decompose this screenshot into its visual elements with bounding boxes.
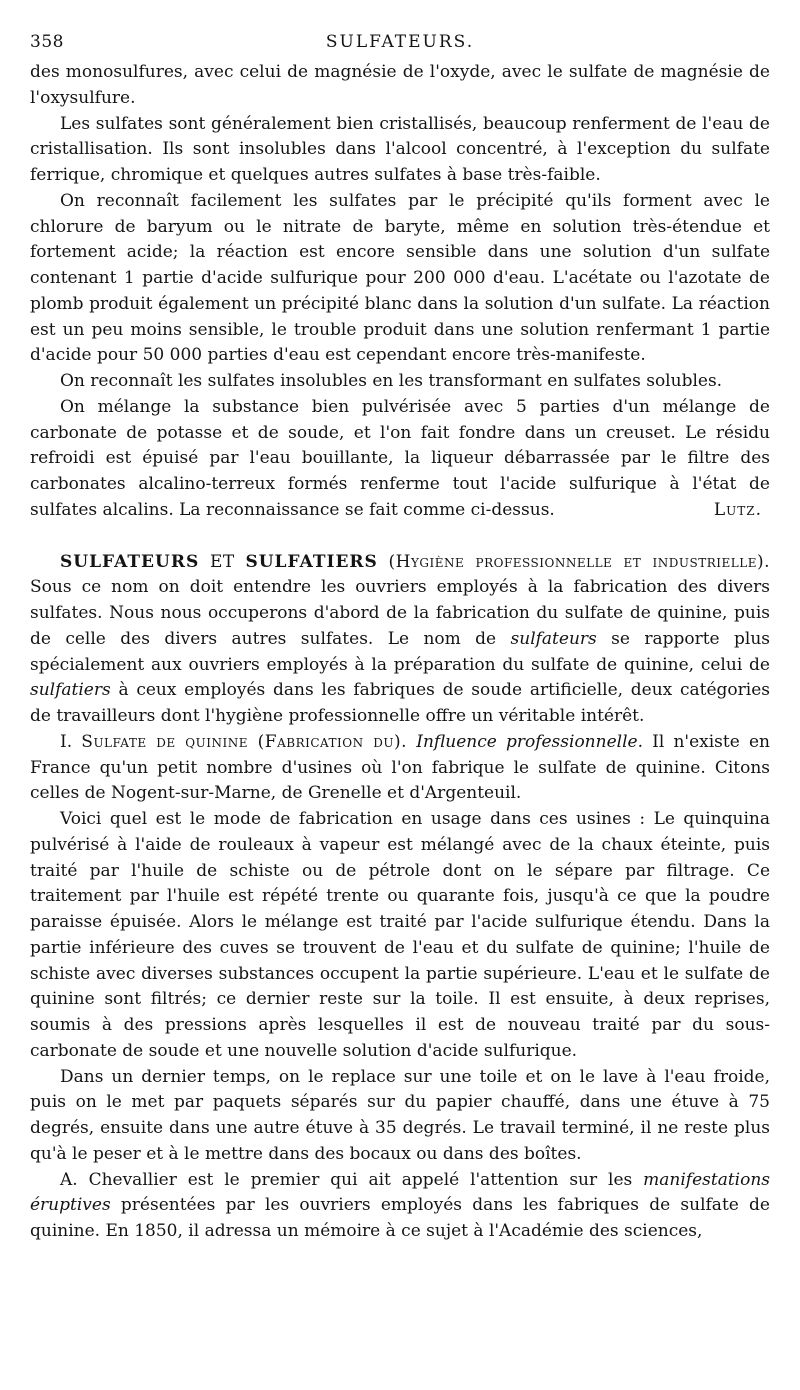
paragraph-final-steps: Dans un dernier temps, on le replace sur une toile et on le lave à l'eau froide, puis on le met par paquets séparés sur du papier chauffé, dans une étuve à 75 degrés, ensuite dans une autre étuve à 35 degrés. Le travail terminé, il ne reste plus qu'à le peser et à le mettre dans des bocaux ou dans des boîtes.: [30, 1066, 770, 1164]
subsection-text: Il n'existe en France qu'un petit nombre d'usines où l'on fabrique le sulfate de quinine. Citons celles de Nogent-sur-Marne, de Grenelle et d'Argenteuil.: [30, 731, 770, 804]
entry-subject: (Hygiène professionnelle et industrielle).: [388, 551, 770, 572]
term-sulfateurs: sulfateurs: [510, 628, 597, 649]
book-page: [30, 24, 770, 1245]
page-number: 358: [30, 32, 64, 52]
intro-text-c: à ceux employés dans les fabriques de soude artificielle, deux catégories de travailleurs dont l'hygiène professionnelle offre un véritable intérêt.: [30, 680, 771, 726]
section-spacer: [30, 524, 770, 550]
paragraph-sulfates-detection: On reconnaît facilement les sulfates par le précipité qu'ils forment avec le chlorure de baryum ou le nitrate de baryte, même en solution très-étendue et fortement acide; la réaction est encore sensible dans une solution d'un sulfate contenant 1 partie d'acide sulfurique pour 200 000 d'eau. L'acétate ou l'azotate de plomb produit également un précipité blanc dans la solution d'un sulfate. La réaction est un peu moins sensible, le trouble produit dans une solution renfermant 1 partie d'acide pour 50 000 parties d'eau est cependant encore très-manifeste.: [30, 190, 770, 366]
chevallier-text-b: présentées par les ouvriers employés dans les fabriques de sulfate de quinine. En 1850, il adressa un mémoire à ce sujet à l'Académie des sciences,: [30, 1195, 770, 1241]
entry-title-conjunction: ET: [209, 551, 235, 572]
intro-text-a: Sous ce nom on doit entendre les ouvriers employés à la fabrication des divers sulfates. Nous nous occuperons d'abord de la fabrication du sulfate de quinine, puis de celle des divers autres sulfates. Le nom de: [30, 577, 770, 649]
paragraph-chevallier: [30, 1168, 770, 1245]
running-title: SULFATEURS.: [325, 32, 475, 52]
body-text: [30, 60, 770, 1245]
paragraph-fusion-method: [30, 395, 770, 524]
page-header: [30, 24, 770, 60]
term-manifestations-eruptives: manifestations éruptives: [30, 1169, 771, 1216]
author-signature: Lutz.: [713, 499, 762, 520]
term-sulfatiers: sulfatiers: [30, 680, 111, 701]
chevallier-text-a: A. Chevallier est le premier qui ait appelé l'attention sur les: [60, 1169, 633, 1190]
paragraph-subsection-quinine: [30, 730, 770, 807]
paragraph-insoluble-sulfates: On reconnaît les sulfates insolubles en les transformant en sulfates solubles.: [60, 371, 723, 391]
subsection-title: Sulfate de quinine (Fabrication du).: [81, 731, 408, 752]
subsection-heading: Influence professionnelle.: [416, 731, 643, 752]
intro-text-b: se rapporte plus spécialement aux ouvriers employés à la préparation du sulfate de quinine, celui de: [30, 628, 771, 675]
fusion-method-text: On mélange la substance bien pulvérisée avec 5 parties d'un mélange de carbonate de potasse et de soude, et l'on fait fondre dans un creuset. Le résidu refroidi est épuisé par l'eau bouillante, la liqueur débarrassée par le filtre des carbonates alcalino-terreux formés renferme tout l'acide sulfurique à l'état de sulfates alcalins. La reconnaissance se fait comme ci-dessus.: [30, 396, 770, 520]
entry-title: SULFATEURS: [60, 551, 200, 572]
paragraph-continuation: des monosulfures, avec celui de magnésie de l'oxyde, avec le sulfate de magnésie de l'oxysulfure.: [30, 62, 770, 108]
subsection-number: I.: [60, 731, 73, 752]
entry-title-second: SULFATIERS: [245, 551, 378, 572]
paragraph-fabrication-process: Voici quel est le mode de fabrication en usage dans ces usines : Le quinquina pulvérisé à l'aide de rouleaux à vapeur est mélangé avec de la chaux éteinte, puis traité par l'huile de schiste ou de pétrole dont on le sépare par filtrage. Ce traitement par l'huile est répété trente ou quarante fois, jusqu'à ce que la poudre paraisse épuisée. Alors le mélange est traité par l'acide sulfurique étendu. Dans la partie inférieure des cuves se trouvent de l'eau et du sulfate de quinine; l'huile de schiste avec diverses substances occupent la partie supérieure. L'eau et le sulfate de quinine sont filtrés; ce dernier reste sur la toile. Il est ensuite, à deux reprises, soumis à des pressions après lesquelles il est de nouveau traité par du sous-carbonate de soude et une nouvelle solution d'acide sulfurique.: [30, 809, 770, 1061]
paragraph-entry-intro: [30, 550, 770, 730]
paragraph-sulfates-properties: Les sulfates sont généralement bien cristallisés, beaucoup renferment de l'eau de cristallisation. Ils sont insolubles dans l'alcool concentré, à l'exception du sulfate ferrique, chromique et quelques autres sulfates à base très-faible.: [30, 113, 770, 185]
